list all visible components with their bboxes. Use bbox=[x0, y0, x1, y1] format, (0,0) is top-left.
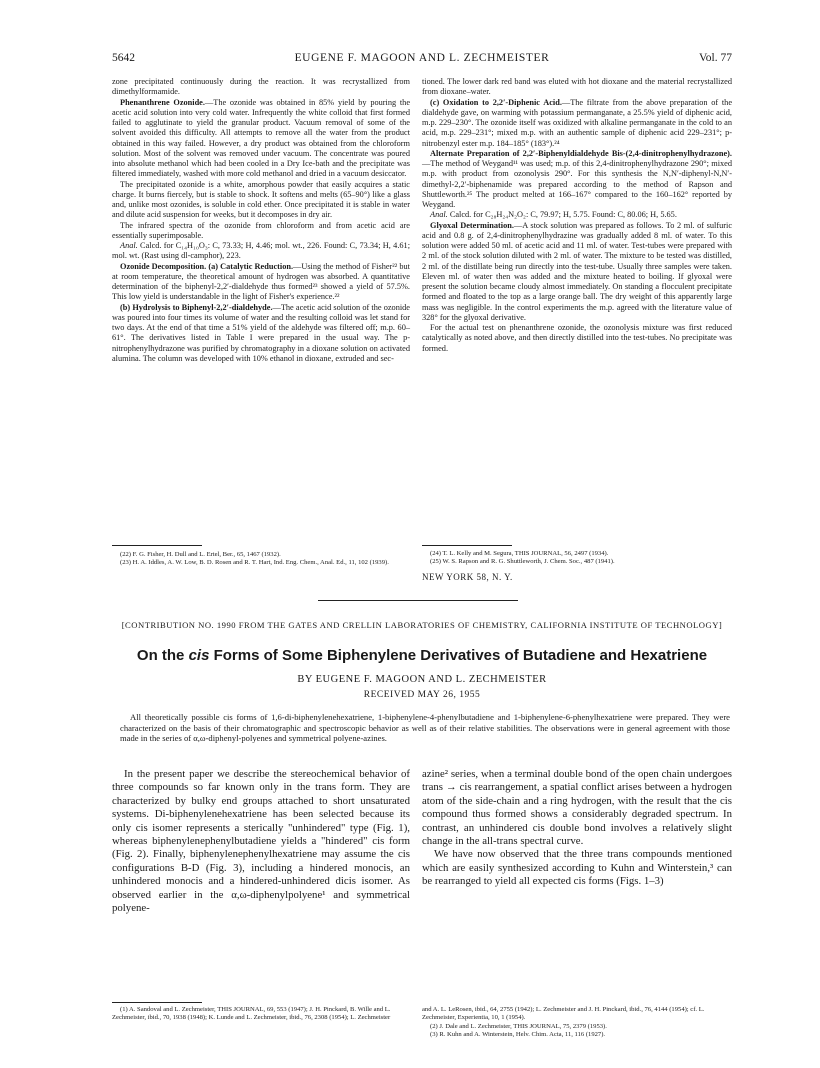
paragraph bbox=[422, 210, 732, 220]
footnote-rule bbox=[112, 1002, 202, 1003]
paragraph-text: —The method of Weygand¹¹ was used; m.p. of this 2,4-dinitrophenylhydrazone 290°; mixed m.p. with product from ozonolysis 290°. For this synthesis the N,N′-diphenyl-N,N′-dimethyl-2,2′-biphenamide was prepared according to the method of Rapson and Shuttleworth.²⁵ The product melted at 166–167° compared to the 160–162° reported by Weygand. bbox=[422, 159, 732, 209]
paragraph-text: —The ozonide was obtained in 85% yield by pouring the acetic acid solution into very cold water. Infrequently the white colloid that first formed failed to agglutinate to yield the granular product. Vacuum removal of some of the solvent avoided this difficulty. All attempts to remove all the water from the product obtained in this way failed. However, a dry product was obtained from the chloroform solution. Most of the solvent was removed under vacuum. The concentrate was poured into absolute methanol which had been cooled in a Dry Ice-bath and the precipitate was filtered immediately, washed with more cold methanol and dried in a vacuum desiccator. bbox=[112, 97, 410, 179]
paragraph-text: Calcd. for C₁₄H₁₀O₃: C, 73.33; H, 4.46; mol. wt., 226. Found: C, 73.34; H, 4.61; mol. wt. (Rast using dl-camphor), 223. bbox=[112, 241, 410, 261]
body-left bbox=[112, 768, 410, 915]
body-right bbox=[422, 768, 732, 889]
footnote: (1) A. Sandoval and L. Zechmeister, THIS JOURNAL, 69, 553 (1947); J. H. Pinckard, B. Wille and L. Zechmeister, ibid., 70, 1938 (1948); K. Lunde and L. Zechmeister, ibid., 76, 2308 (1954); L. Zechmeister bbox=[112, 1006, 391, 1022]
article-footnotes-left bbox=[112, 1006, 410, 1023]
footnote: (24) T. L. Kelly and M. Segura, THIS JOURNAL, 56, 2497 (1934). bbox=[430, 550, 609, 557]
section-heading: Ozonide Decomposition. bbox=[120, 261, 207, 271]
paragraph-text: —The filtrate from the above preparation of the dialdehyde gave, on warming with potassium permanganate, a 25.5% yield of diphenic acid, m.p. 229–230°. The ozonide itself was oxidized with alkaline permanganate in the cold to an acid, m.p. 229–231°; mixed m.p. with an authentic sample of diphenic acid 229–231°; p-nitrobenzyl ester m.p. 184–185° (183°).²⁴ bbox=[422, 97, 732, 148]
footnote: (25) W. S. Rapson and R. G. Shuttleworth, J. Chem. Soc., 487 (1941). bbox=[430, 558, 615, 566]
paragraph-text: —Using the method of Fisher²² but at room temperature, the theoretical amount of hydrogen was absorbed. A quantitative determination of the biphenyl-2,2′-dialdehyde thus formed²³ showed a yield of 57.5%. This low yield is understandable in the light of Fisher's experience.²² bbox=[112, 261, 410, 302]
paragraph: The precipitated ozonide is a white, amorphous powder that easily acquires a static charge. It burns fiercely, but is stable to shock. It softens and melts (65–90°) like a glass and, unlike most ozonides, is soluble in cold ether. Once precipitated it is stable in water and dilute acid suspension for weeks, but it decomposes in dry air. bbox=[112, 179, 410, 220]
contribution-line: [CONTRIBUTION NO. 1990 FROM THE GATES AND CRELLIN LABORATORIES OF CHEMISTRY, CALIFORNIA INSTITUTE OF TECHNOLOGY] bbox=[121, 620, 723, 630]
title-text: On the bbox=[136, 647, 189, 664]
anal-label: Anal. bbox=[120, 241, 138, 250]
section-heading: Phenanthrene Ozonide. bbox=[120, 97, 205, 107]
footnote: and A. L. LeRosen, ibid., 64, 2755 (1942); L. Zechmeister and J. H. Pinckard, ibid., 76, 4144 (1954); cf. L. Zechmeister, Experientia, 10, 1 (1954). bbox=[422, 1006, 705, 1022]
section-heading: Glyoxal Determination. bbox=[430, 220, 514, 230]
paragraph: zone precipitated continuously during the reaction. It was recrystallized from dimethylformamide. bbox=[112, 77, 410, 97]
paragraph bbox=[422, 221, 732, 324]
byline: BY EUGENE F. MAGOON AND L. ZECHMEISTER bbox=[297, 674, 547, 685]
paragraph: In the present paper we describe the stereochemical behavior of three compounds so far known only in the trans form. They are characterized by bulky end groups attached to short unsaturated systems. Di-biphenylenehexatriene has been selected because its only cis isomer represents a sterically "unhindered" type (Fig. 1), whereas biphenylenephenylbutadiene yields a "hindered" cis form (Fig. 2). Finally, biphenylenephenylhexatriene may assume the cis configurations B-D (Fig. 3), including a hindered monocis, an unhindered monocis and a hindered-unhindered dicis isomer. As observed earlier in the α,ω-diphenylpolyene¹ and symmetrical polyene- bbox=[112, 768, 410, 915]
section-heading: Alternate Preparation of 2,2′-Biphenyldialdehyde Bis-(2,4-dinitrophenylhydrazone). bbox=[430, 148, 732, 158]
abstract-text: All theoretically possible cis forms of 1,6-di-biphenylenehexatriene, 1-biphenylene-4-phenylbutadiene and 1-biphenylene-6-phenylhexatriene were prepared. They were characterized on the basis of their chromatographic and spectroscopic behavior as well as of their relative stabilities. The observations were in general agreement with those made in the series of α,ω-diphenyl-polyenes and symmetrical polyene-azines. bbox=[120, 712, 730, 743]
paragraph-text: Calcd. for C₂₈H₂₄N₂O₂: C, 79.97; H, 5.75. Found: C, 80.06; H, 5.65. bbox=[447, 210, 677, 220]
title-italic: cis bbox=[188, 647, 210, 664]
footnote: (23) H. A. Iddles, A. W. Low, B. D. Rosen and R. T. Hart, Ind. Eng. Chem., Anal. Ed., 11, 102 (1939). bbox=[120, 559, 389, 567]
subsection-heading: (b) Hydrolysis to Biphenyl-2,2′-dialdehyde. bbox=[120, 302, 273, 312]
paragraph: tioned. The lower dark red band was eluted with hot dioxane and the material recrystallized from dioxane–water. bbox=[422, 77, 732, 97]
footnote: (2) J. Dale and L. Zechmeister, THIS JOURNAL, 75, 2379 (1953). bbox=[430, 1022, 607, 1030]
article-footnotes-right bbox=[422, 1006, 732, 1040]
left-column bbox=[112, 77, 410, 364]
paragraph: We have now observed that the three trans compounds mentioned which are easily synthesized according to Kuhn and Winterstein,³ can be rearranged to yield all expected cis forms (Figs. 1–3) bbox=[422, 848, 732, 888]
abstract bbox=[120, 712, 730, 744]
address: NEW YORK 58, N. Y. bbox=[422, 571, 513, 582]
footnote: (22) F. G. Fisher, H. Dull and L. Ertel, Ber., 65, 1467 (1932). bbox=[120, 551, 281, 558]
paragraph bbox=[112, 98, 410, 180]
paragraph bbox=[112, 241, 410, 262]
subsection-heading: (c) Oxidation to 2,2′-Diphenic Acid. bbox=[430, 97, 562, 107]
anal-label: Anal. bbox=[430, 210, 448, 220]
paragraph: azine² series, when a terminal double bond of the open chain undergoes trans → cis rearrangement, a spatial conflict arises between a hydrogen atom of the side-chain and a ring hydrogen, with the result that the cis compound thus formed shows a considerably degraded spectrum. In contrast, an unhindered cis double bond involves a relatively slight change in the all-trans spectral curve. bbox=[422, 768, 732, 848]
footnote: (3) R. Kuhn and A. Winterstein, Helv. Chim. Acta, 11, 116 (1927). bbox=[430, 1031, 606, 1039]
article-title bbox=[112, 647, 732, 664]
paragraph-text: —A stock solution was prepared as follows. To 2 ml. of sulfuric acid and 0.8 g. of 2,4-dinitrophenylhydrazine was gradually added 8 ml. of water. To this solution were added 50 ml. of acetic acid and 11 ml. of water. Test-tubes were prepared with 2 ml. of the stock solution diluted with 2 ml. of water. The mixture to be tested was distilled, 2 ml. of the distillate being run directly into the test-tube. Usually three samples were taken. Eleven ml. of water then was added and the mixture heated to boiling. If glyoxal were present the solution became cloudy almost immediately. On standing a flocculent precipitate formed and floated to the top as a large orange ball. The dry weight of this apparently large mass was negligible. In the control experiments the m.p. agreed with the literature value of 328° for the glyoxal derivative. bbox=[422, 220, 733, 322]
running-title: EUGENE F. MAGOON AND L. ZECHMEISTER bbox=[294, 52, 550, 64]
footnote-rule bbox=[422, 545, 512, 546]
subsection-heading: (a) Catalytic Reduction. bbox=[208, 261, 294, 271]
paragraph-text: —The acetic acid solution of the ozonide was poured into four times its volume of water and the resulting colloid was let stand for two days. At the end of that time a 51% yield of the aldehyde was filtered off; m.p. 60–61°. The derivatives listed in Table I were prepared in the usual way. The p-nitrophenylhydrazone was purified by chromatography in a dioxane solution on activated alumina. The column was developed with 10% ethanol in dioxane, extruded and sec- bbox=[112, 302, 410, 363]
paragraph bbox=[112, 303, 410, 365]
paragraph: For the actual test on phenanthrene ozonide, the ozonolysis mixture was first reduced catalytically as noted above, and then directly distilled into the test-tubes. No precipitate was formed. bbox=[422, 323, 732, 353]
paragraph bbox=[112, 262, 410, 303]
title-text: Forms of Some Biphenylene Derivatives of Butadiene and Hexatriene bbox=[209, 647, 708, 664]
article-separator bbox=[318, 600, 518, 601]
paragraph: The infrared spectra of the ozonide from chloroform and from acetic acid are essentially superimposable. bbox=[112, 220, 410, 240]
paragraph bbox=[422, 149, 732, 211]
page-number: 5642 bbox=[112, 52, 135, 64]
right-column bbox=[422, 77, 732, 354]
paragraph bbox=[422, 98, 732, 149]
footnotes-right bbox=[422, 550, 732, 581]
volume-label: Vol. 77 bbox=[698, 52, 732, 64]
footnotes-left bbox=[112, 551, 410, 568]
footnote-rule bbox=[112, 545, 202, 546]
received-date: RECEIVED MAY 26, 1955 bbox=[363, 690, 481, 700]
